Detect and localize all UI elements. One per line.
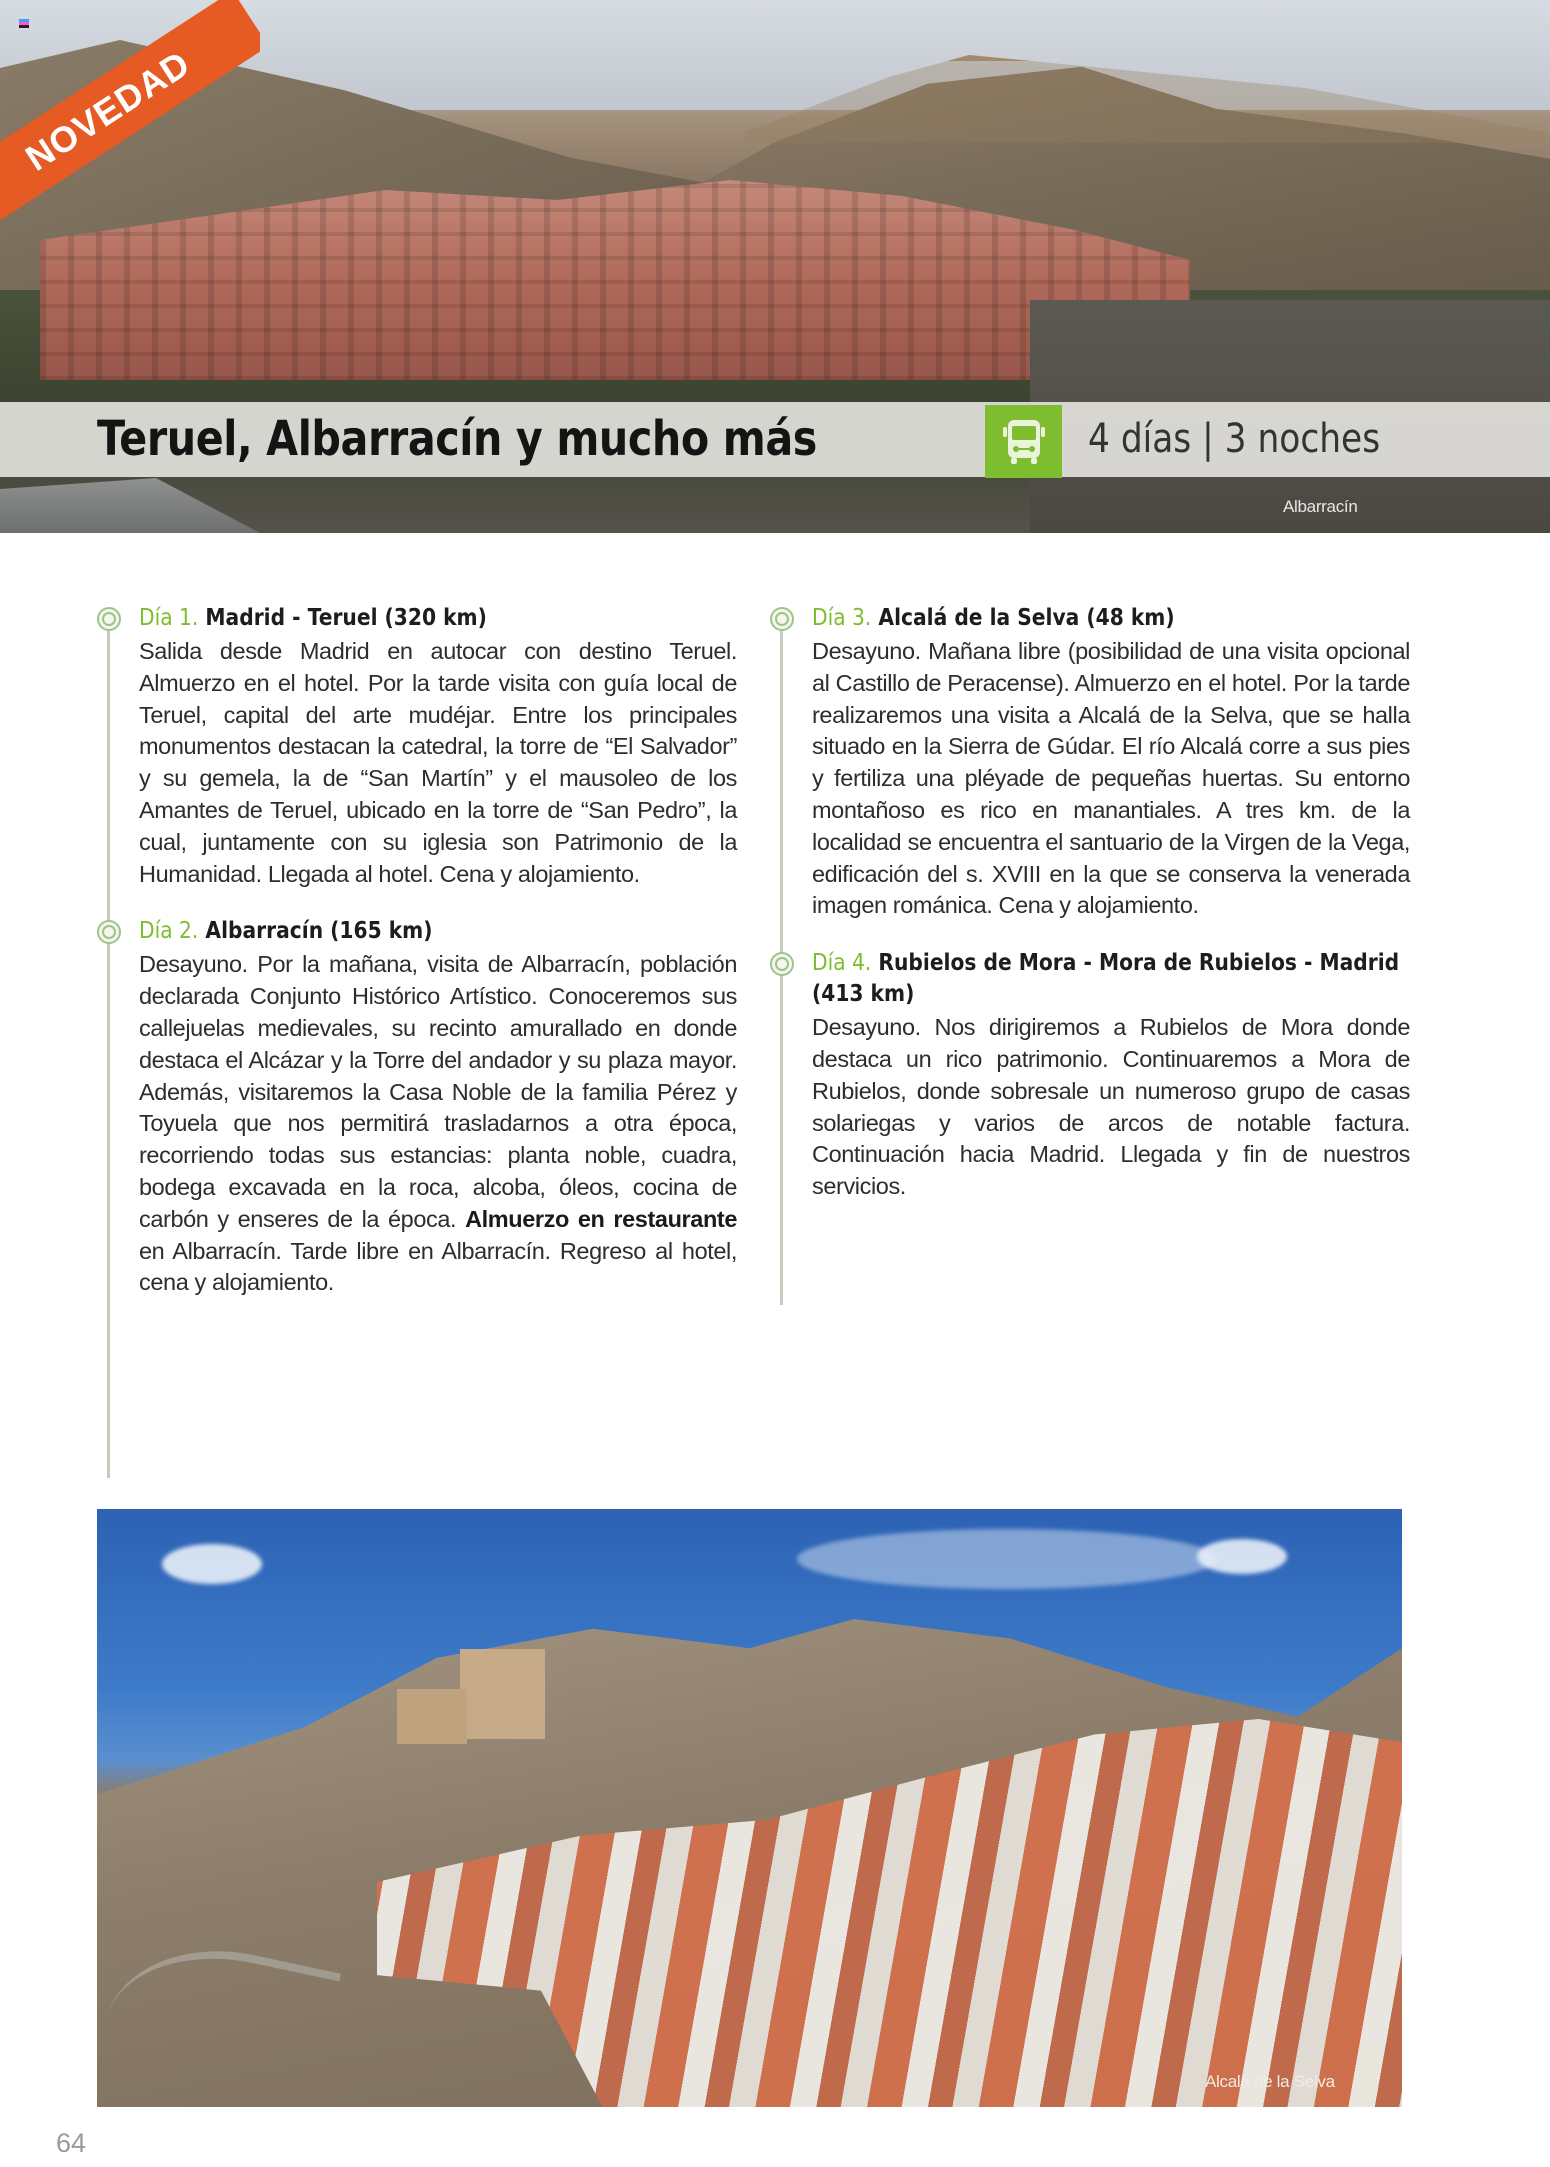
novedad-ribbon	[0, 0, 260, 240]
day-description: Desayuno. Nos dirigiremos a Rubielos de Mora donde destaca un rico patrimonio. Continuaremos a Mora de Rubielos, donde sobresale un numeroso grupo de casas solariegas y varios de arcos de notable factura. Continuación hacia Madrid. Llegada y fin de nuestros servicios.	[812, 1014, 1410, 1200]
corner-marker-icon	[19, 19, 29, 28]
bus-icon	[985, 405, 1062, 478]
itinerary-day-1	[97, 603, 737, 890]
itinerary-day-3	[770, 603, 1410, 922]
hero-photo-caption: Albarracín	[1283, 497, 1358, 516]
day-title: Albarracín (165 km)	[205, 918, 433, 945]
day-marker-icon	[770, 952, 794, 976]
day-description: Salida desde Madrid en autocar con destino Teruel. Almuerzo en el hotel. Por la tarde visita con guía local de Teruel, capital del arte mudéjar. Entre los principales monumentos destacan la catedral, la torre de “El Salvador” y su gemela, la de “San Martín” y el mausoleo de los Amantes de Teruel, ubicado en la torre de “San Pedro”, la cual, juntamente con su iglesia son Patrimonio de la Humanidad. Llegada al hotel. Cena y alojamiento.	[139, 638, 737, 887]
day-heading	[139, 916, 739, 947]
photo-alcala-de-la-selva	[97, 1509, 1402, 2107]
page-title: Teruel, Albarracín y mucho más	[97, 411, 817, 467]
day-number: Día 4.	[812, 950, 872, 977]
itinerary-day-4	[770, 948, 1410, 1203]
day-text: Desayuno. Por la mañana, visita de Albarracín, población declarada Conjunto Histórico Artístico. Conoceremos sus callejuelas medievales, su recinto amurallado en donde destaca el Alcázar y la Torre del andador y su plaza mayor. Además, visitaremos la Casa Noble de la familia Pérez y Toyuela que nos permitirá trasladarnos a otra época, recorriendo todas sus estancias: planta noble, cuadra, bodega excavada en la roca, alcoba, óleos, cocina de carbón y enseres de la época.	[139, 951, 737, 1232]
trip-duration: 4 días | 3 noches	[1088, 416, 1381, 462]
itinerary-column-right	[770, 603, 1410, 1203]
day-heading	[812, 603, 1412, 634]
day-text-highlight: Almuerzo en restaurante	[465, 1205, 737, 1232]
day-marker-icon	[97, 607, 121, 631]
itinerary-column-left	[97, 603, 737, 1299]
day-number: Día 2.	[139, 918, 199, 945]
day-heading	[812, 948, 1412, 1010]
day-number: Día 1.	[139, 605, 199, 631]
day-heading	[139, 603, 739, 634]
day-description	[139, 949, 737, 1299]
photo-cloud	[797, 1529, 1217, 1589]
day-marker-icon	[97, 920, 121, 944]
day-title: Alcalá de la Selva (48 km)	[878, 605, 1175, 631]
day-number: Día 3.	[812, 605, 872, 631]
photo-cloud	[1197, 1539, 1287, 1574]
itinerary-day-2	[97, 916, 737, 1299]
novedad-label: NOVEDAD	[0, 0, 260, 231]
day-title: Rubielos de Mora - Mora de Rubielos - Madrid (413 km)	[812, 950, 1400, 1008]
page-number: 64	[56, 2128, 87, 2158]
day-title: Madrid - Teruel (320 km)	[205, 605, 487, 631]
photo-cloud	[162, 1544, 262, 1584]
photo-castle-wall	[397, 1689, 467, 1744]
day-text: en Albarracín. Tarde libre en Albarracín. Regreso al hotel, cena y alojamiento.	[139, 1237, 737, 1296]
day-description: Desayuno. Mañana libre (posibilidad de una visita opcional al Castillo de Peracense). Almuerzo en el hotel. Por la tarde realizaremos una visita a Alcalá de la Selva, que se halla situado en la Sierra de Gúdar. El río Alcalá corre a sus pies y fertiliza una pléyade de pequeñas huertas. Su entorno montañoso es rico en manantiales. A tres km. de la localidad se encuentra el santuario de la Virgen de la Vega, edificación del s. XVIII en la que se conserva la venerada imagen románica. Cena y alojamiento.	[812, 638, 1410, 919]
day-marker-icon	[770, 607, 794, 631]
photo-castle	[460, 1649, 545, 1739]
bottom-photo-caption: Alcalá de la Selva	[1205, 2072, 1335, 2091]
